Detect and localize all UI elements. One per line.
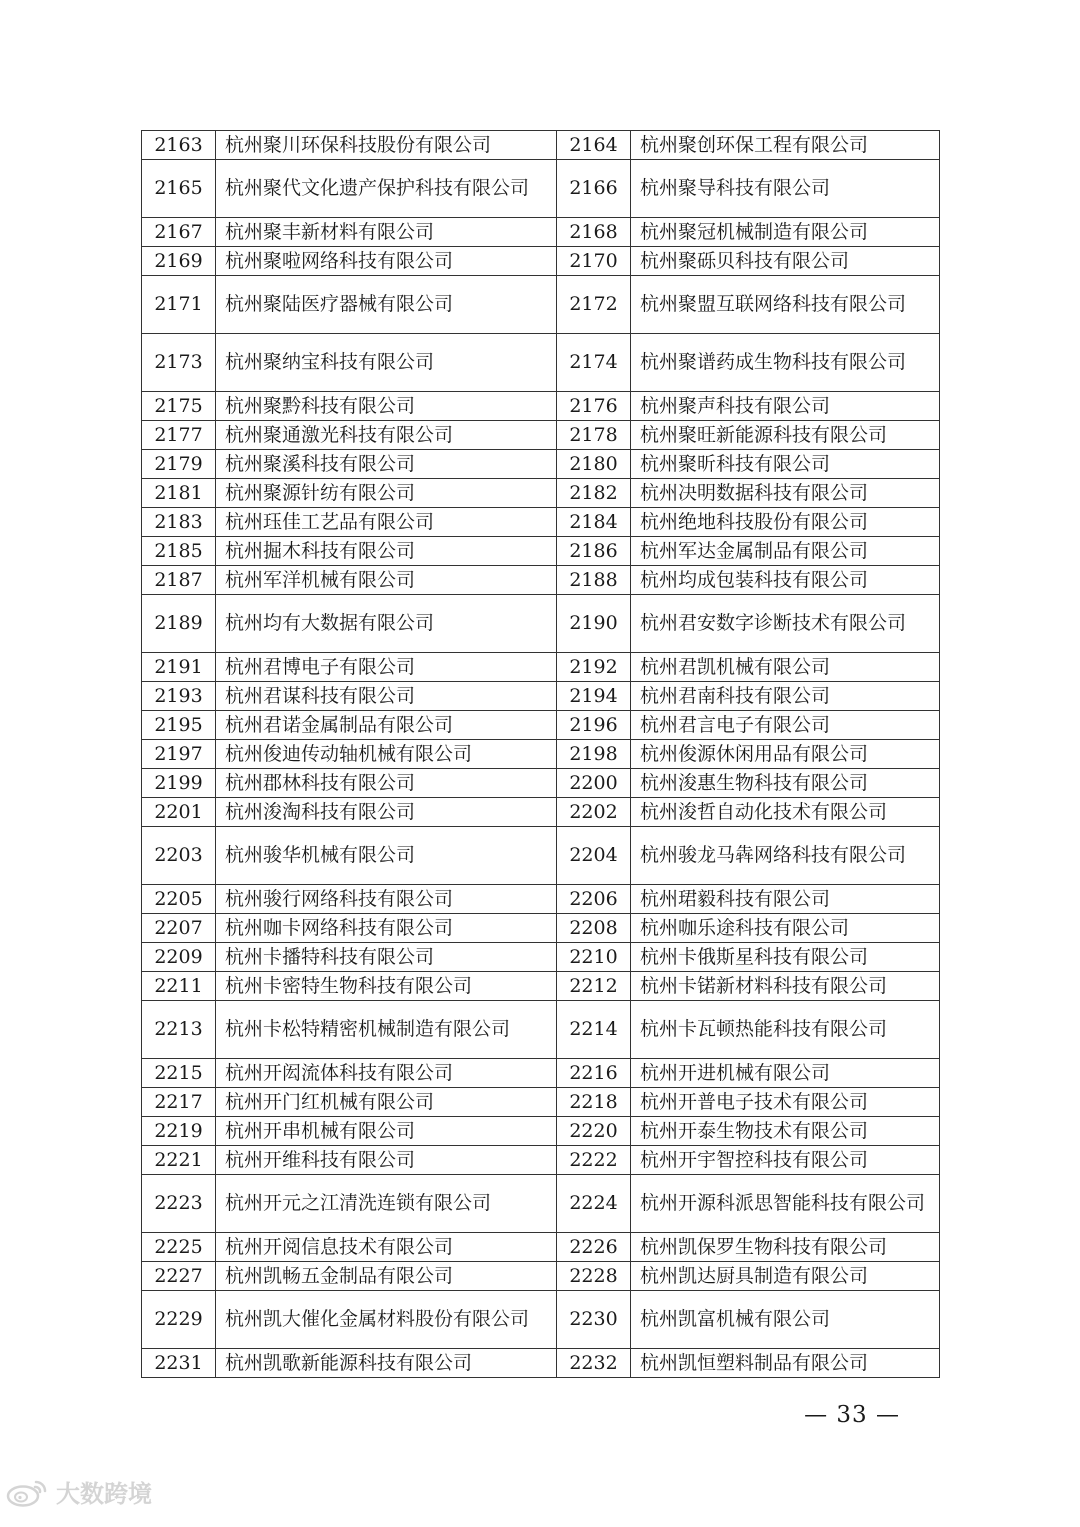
table-row [142, 421, 940, 450]
table-row [142, 1175, 940, 1233]
company-name: 杭州聚创环保工程有限公司 [631, 131, 940, 160]
table-body [142, 131, 940, 1378]
company-name: 杭州咖乐途科技有限公司 [631, 914, 940, 943]
entry-number: 2229 [142, 1291, 216, 1349]
company-name: 杭州聚盟互联网络科技有限公司 [631, 276, 940, 334]
table-row [142, 1146, 940, 1175]
entry-number: 2221 [142, 1146, 216, 1175]
entry-number: 2193 [142, 682, 216, 711]
table-row [142, 682, 940, 711]
entry-number: 2177 [142, 421, 216, 450]
table-row [142, 769, 940, 798]
company-name: 杭州浚淘科技有限公司 [216, 798, 557, 827]
entry-number: 2172 [557, 276, 631, 334]
entry-number: 2189 [142, 595, 216, 653]
company-name: 杭州开普电子技术有限公司 [631, 1088, 940, 1117]
entry-number: 2203 [142, 827, 216, 885]
company-name: 杭州开泰生物技术有限公司 [631, 1117, 940, 1146]
company-name: 杭州绝地科技股份有限公司 [631, 508, 940, 537]
entry-number: 2207 [142, 914, 216, 943]
entry-number: 2195 [142, 711, 216, 740]
company-name: 杭州聚冠机械制造有限公司 [631, 218, 940, 247]
entry-number: 2232 [557, 1349, 631, 1378]
entry-number: 2209 [142, 943, 216, 972]
company-name: 杭州开宇智控科技有限公司 [631, 1146, 940, 1175]
table-row [142, 160, 940, 218]
company-name: 杭州卡播特科技有限公司 [216, 943, 557, 972]
entry-number: 2224 [557, 1175, 631, 1233]
company-name: 杭州聚源针纺有限公司 [216, 479, 557, 508]
company-name: 杭州珺毅科技有限公司 [631, 885, 940, 914]
entry-number: 2192 [557, 653, 631, 682]
company-name: 杭州卡瓦顿热能科技有限公司 [631, 1001, 940, 1059]
company-name: 杭州开元之江清洗连锁有限公司 [216, 1175, 557, 1233]
table-row [142, 1088, 940, 1117]
table-row [142, 537, 940, 566]
entry-number: 2186 [557, 537, 631, 566]
entry-number: 2179 [142, 450, 216, 479]
entry-number: 2219 [142, 1117, 216, 1146]
entry-number: 2212 [557, 972, 631, 1001]
entry-number: 2216 [557, 1059, 631, 1088]
entry-number: 2197 [142, 740, 216, 769]
entry-number: 2169 [142, 247, 216, 276]
entry-number: 2191 [142, 653, 216, 682]
entry-number: 2194 [557, 682, 631, 711]
entry-number: 2184 [557, 508, 631, 537]
table-row [142, 247, 940, 276]
entry-number: 2187 [142, 566, 216, 595]
entry-number: 2210 [557, 943, 631, 972]
company-name: 杭州均成包装科技有限公司 [631, 566, 940, 595]
table-row [142, 508, 940, 537]
company-name: 杭州凯达厨具制造有限公司 [631, 1262, 940, 1291]
company-name: 杭州咖卡网络科技有限公司 [216, 914, 557, 943]
company-name: 杭州凯大催化金属材料股份有限公司 [216, 1291, 557, 1349]
entry-number: 2166 [557, 160, 631, 218]
entry-number: 2202 [557, 798, 631, 827]
entry-number: 2178 [557, 421, 631, 450]
entry-number: 2200 [557, 769, 631, 798]
entry-number: 2164 [557, 131, 631, 160]
entry-number: 2167 [142, 218, 216, 247]
entry-number: 2225 [142, 1233, 216, 1262]
table-row [142, 334, 940, 392]
table-row [142, 1349, 940, 1378]
company-name: 杭州浚惠生物科技有限公司 [631, 769, 940, 798]
company-name: 杭州聚川环保科技股份有限公司 [216, 131, 557, 160]
company-name: 杭州开进机械有限公司 [631, 1059, 940, 1088]
company-list-table [141, 130, 940, 1378]
entry-number: 2215 [142, 1059, 216, 1088]
entry-number: 2208 [557, 914, 631, 943]
entry-number: 2230 [557, 1291, 631, 1349]
company-name: 杭州聚陆医疗器械有限公司 [216, 276, 557, 334]
entry-number: 2190 [557, 595, 631, 653]
company-name: 杭州军达金属制品有限公司 [631, 537, 940, 566]
company-name: 杭州凯歌新能源科技有限公司 [216, 1349, 557, 1378]
entry-number: 2231 [142, 1349, 216, 1378]
table-row [142, 1291, 940, 1349]
table-row [142, 595, 940, 653]
company-name: 杭州聚旺新能源科技有限公司 [631, 421, 940, 450]
company-name: 杭州聚丰新材料有限公司 [216, 218, 557, 247]
company-name: 杭州俊迪传动轴机械有限公司 [216, 740, 557, 769]
company-name: 杭州凯畅五金制品有限公司 [216, 1262, 557, 1291]
table-row [142, 885, 940, 914]
entry-number: 2174 [557, 334, 631, 392]
table-row [142, 1059, 940, 1088]
watermark [6, 1474, 152, 1509]
company-name: 杭州卡锘新材料科技有限公司 [631, 972, 940, 1001]
entry-number: 2196 [557, 711, 631, 740]
entry-number: 2198 [557, 740, 631, 769]
table-row [142, 1233, 940, 1262]
entry-number: 2201 [142, 798, 216, 827]
company-name: 杭州俊源休闲用品有限公司 [631, 740, 940, 769]
table-row [142, 450, 940, 479]
company-name: 杭州郡林科技有限公司 [216, 769, 557, 798]
entry-number: 2181 [142, 479, 216, 508]
table-row [142, 914, 940, 943]
entry-number: 2211 [142, 972, 216, 1001]
company-name: 杭州君南科技有限公司 [631, 682, 940, 711]
company-name: 杭州开源科派思智能科技有限公司 [631, 1175, 940, 1233]
entry-number: 2170 [557, 247, 631, 276]
company-name: 杭州开阅信息技术有限公司 [216, 1233, 557, 1262]
table-row [142, 392, 940, 421]
company-name: 杭州聚声科技有限公司 [631, 392, 940, 421]
company-name: 杭州君凯机械有限公司 [631, 653, 940, 682]
entry-number: 2223 [142, 1175, 216, 1233]
company-name: 杭州聚通激光科技有限公司 [216, 421, 557, 450]
company-name: 杭州聚黔科技有限公司 [216, 392, 557, 421]
entry-number: 2173 [142, 334, 216, 392]
entry-number: 2217 [142, 1088, 216, 1117]
entry-number: 2185 [142, 537, 216, 566]
company-name: 杭州聚纳宝科技有限公司 [216, 334, 557, 392]
entry-number: 2227 [142, 1262, 216, 1291]
table-row [142, 653, 940, 682]
table-row [142, 218, 940, 247]
company-name: 杭州聚昕科技有限公司 [631, 450, 940, 479]
entry-number: 2182 [557, 479, 631, 508]
company-name: 杭州君博电子有限公司 [216, 653, 557, 682]
company-name: 杭州珏佳工艺品有限公司 [216, 508, 557, 537]
company-name: 杭州君安数字诊断技术有限公司 [631, 595, 940, 653]
company-name: 杭州卡俄斯星科技有限公司 [631, 943, 940, 972]
company-name: 杭州骏行网络科技有限公司 [216, 885, 557, 914]
table-row [142, 1262, 940, 1291]
company-name: 杭州凯保罗生物科技有限公司 [631, 1233, 940, 1262]
table-row [142, 711, 940, 740]
entry-number: 2213 [142, 1001, 216, 1059]
company-name: 杭州凯恒塑料制品有限公司 [631, 1349, 940, 1378]
table-row [142, 479, 940, 508]
company-name: 杭州聚谱药成生物科技有限公司 [631, 334, 940, 392]
company-name: 杭州聚溪科技有限公司 [216, 450, 557, 479]
entry-number: 2188 [557, 566, 631, 595]
company-name: 杭州凯富机械有限公司 [631, 1291, 940, 1349]
company-name: 杭州君言电子有限公司 [631, 711, 940, 740]
entry-number: 2165 [142, 160, 216, 218]
table-row [142, 740, 940, 769]
company-name: 杭州聚导科技有限公司 [631, 160, 940, 218]
table-row [142, 276, 940, 334]
company-name: 杭州君谋科技有限公司 [216, 682, 557, 711]
entry-number: 2205 [142, 885, 216, 914]
weibo-logo-icon [6, 1477, 50, 1507]
company-name: 杭州军洋机械有限公司 [216, 566, 557, 595]
company-name: 杭州骏华机械有限公司 [216, 827, 557, 885]
table-row [142, 131, 940, 160]
table-row [142, 1117, 940, 1146]
entry-number: 2163 [142, 131, 216, 160]
company-name: 杭州骏龙马犇网络科技有限公司 [631, 827, 940, 885]
company-name: 杭州掘木科技有限公司 [216, 537, 557, 566]
entry-number: 2206 [557, 885, 631, 914]
entry-number: 2214 [557, 1001, 631, 1059]
table-row [142, 827, 940, 885]
company-name: 杭州卡密特生物科技有限公司 [216, 972, 557, 1001]
entry-number: 2199 [142, 769, 216, 798]
entry-number: 2226 [557, 1233, 631, 1262]
entry-number: 2218 [557, 1088, 631, 1117]
page-number: — 33 — [804, 1402, 900, 1428]
company-name: 杭州君诺金属制品有限公司 [216, 711, 557, 740]
company-name: 杭州开门红机械有限公司 [216, 1088, 557, 1117]
company-name: 杭州聚啦网络科技有限公司 [216, 247, 557, 276]
company-name: 杭州开闳流体科技有限公司 [216, 1059, 557, 1088]
table-row [142, 972, 940, 1001]
entry-number: 2222 [557, 1146, 631, 1175]
company-name: 杭州开串机械有限公司 [216, 1117, 557, 1146]
entry-number: 2183 [142, 508, 216, 537]
table-row [142, 566, 940, 595]
watermark-text: 大数跨境 [56, 1480, 152, 1508]
table-row [142, 798, 940, 827]
entry-number: 2180 [557, 450, 631, 479]
entry-number: 2171 [142, 276, 216, 334]
company-name: 杭州均有大数据有限公司 [216, 595, 557, 653]
entry-number: 2228 [557, 1262, 631, 1291]
company-name: 杭州聚砾贝科技有限公司 [631, 247, 940, 276]
company-name: 杭州卡松特精密机械制造有限公司 [216, 1001, 557, 1059]
entry-number: 2204 [557, 827, 631, 885]
table-row [142, 943, 940, 972]
entry-number: 2168 [557, 218, 631, 247]
company-name: 杭州浚哲自动化技术有限公司 [631, 798, 940, 827]
company-name: 杭州聚代文化遗产保护科技有限公司 [216, 160, 557, 218]
company-name: 杭州决明数据科技有限公司 [631, 479, 940, 508]
entry-number: 2175 [142, 392, 216, 421]
entry-number: 2220 [557, 1117, 631, 1146]
entry-number: 2176 [557, 392, 631, 421]
company-name: 杭州开维科技有限公司 [216, 1146, 557, 1175]
table-row [142, 1001, 940, 1059]
